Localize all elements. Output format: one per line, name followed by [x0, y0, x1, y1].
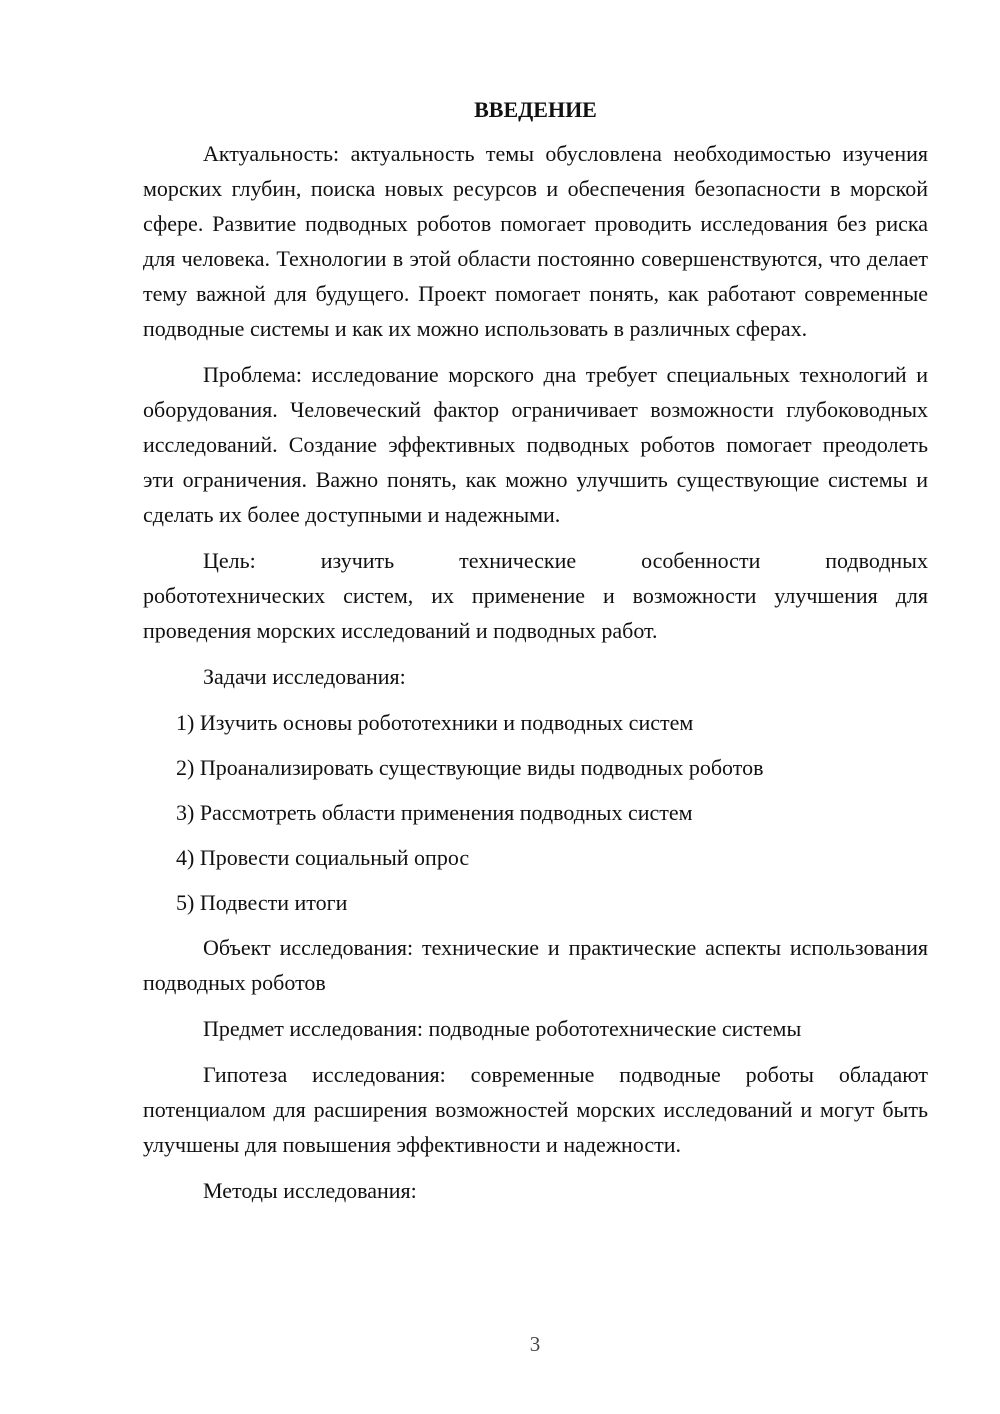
- goal-word: подводных: [825, 548, 928, 573]
- page-title: ВВЕДЕНИЕ: [474, 97, 597, 122]
- list-item: 2) Проанализировать существующие виды подводных роботов: [176, 755, 764, 780]
- methods-title: Методы исследования:: [203, 1178, 417, 1203]
- goal-word: изучить: [320, 548, 395, 573]
- tasks-title: Задачи исследования:: [203, 664, 406, 689]
- object-paragraph: Объект исследования: технические и практические аспекты использования подводных роботов: [143, 935, 928, 995]
- goal-paragraph-rest: робототехнических систем, их применение и возможности улучшения для проведения морских исследований и подводных работ.: [143, 583, 928, 643]
- relevance-paragraph: Актуальность: актуальность темы обусловлена необходимостью изучения морских глубин, поиска новых ресурсов и обеспечения безопасности в морской сфере. Развитие подводных роботов помогает проводить исследования без риска для человека. Технологии в этой области постоянно совершенствуются, что делает тему важной для будущего. Проект помогает понять, как работают современные подводные системы и как их можно использовать в различных сферах.: [143, 141, 928, 341]
- goal-word: Цель:: [203, 548, 256, 573]
- list-item: 4) Провести социальный опрос: [176, 845, 470, 870]
- list-item: 1) Изучить основы робототехники и подводных систем: [176, 710, 694, 735]
- document-page: [143, 94, 928, 1219]
- hypothesis-paragraph: Гипотеза исследования: современные подводные роботы обладают потенциалом для расширения возможностей морских исследований и могут быть улучшены для повышения эффективности и надежности.: [143, 1062, 928, 1157]
- goal-word: особенности: [641, 548, 761, 573]
- page-number: 3: [529, 1332, 541, 1356]
- list-item: 5) Подвести итоги: [176, 890, 348, 915]
- goal-word: технические: [459, 548, 577, 573]
- goal-first-line: [143, 543, 928, 578]
- subject-paragraph: Предмет исследования: подводные робототехнические системы: [203, 1016, 802, 1041]
- problem-paragraph: Проблема: исследование морского дна требует специальных технологий и оборудования. Человеческий фактор ограничивает возможности глубоководных исследований. Создание эффективных подводных роботов помогает преодолеть эти ограничения. Важно понять, как можно улучшить существующие системы и сделать их более доступными и надежными.: [143, 362, 928, 527]
- list-item: 3) Рассмотреть области применения подводных систем: [176, 800, 693, 825]
